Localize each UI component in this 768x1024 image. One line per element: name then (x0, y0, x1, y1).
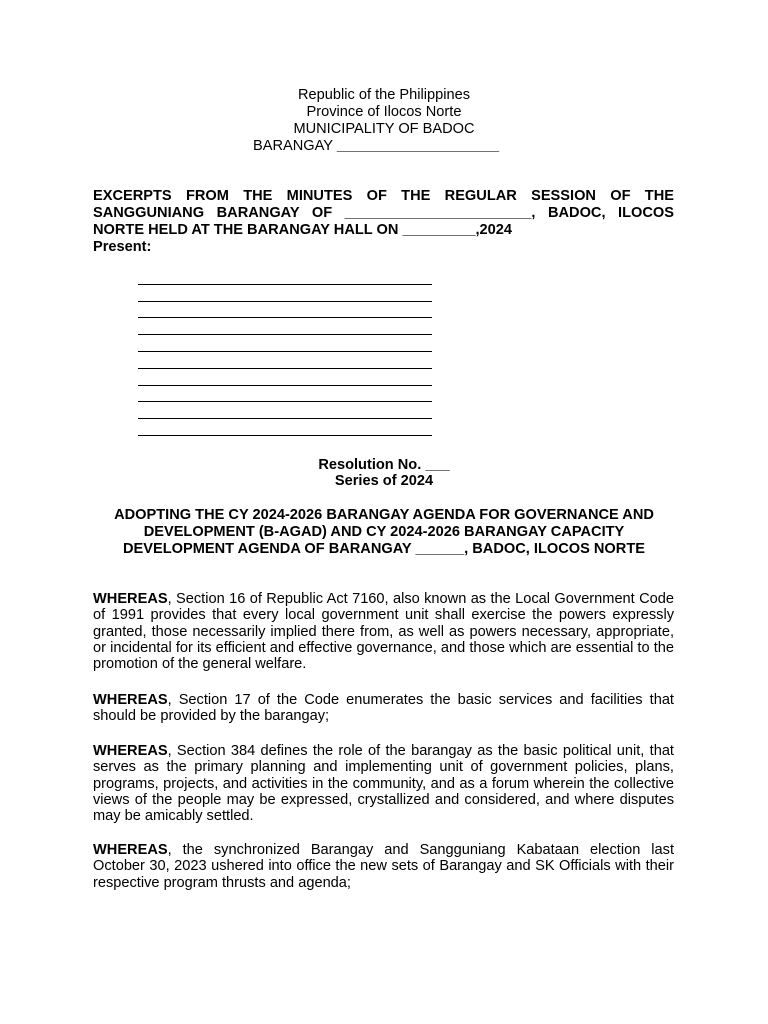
present-line (138, 419, 432, 436)
excerpt-line-1: EXCERPTS FROM THE MINUTES OF THE REGULAR SESSION OF THE (93, 188, 674, 204)
present-line (138, 335, 432, 352)
present-line (138, 285, 432, 302)
barangay-label: BARANGAY (253, 138, 333, 154)
whereas-text: , Section 17 of the Code enumerates the basic services and facilities that should be provided by the barangay; (93, 692, 674, 725)
whereas-keyword: WHEREAS (93, 842, 168, 858)
title-line-2: DEVELOPMENT (B-AGAD) AND CY 2024-2026 BARANGAY CAPACITY (143, 524, 625, 540)
barangay-blank: ____________________ (336, 138, 500, 154)
present-line (138, 318, 432, 335)
barangay-line (253, 138, 499, 154)
present-signature-lines (138, 268, 432, 436)
resolution-number: Resolution No. ___ (318, 457, 450, 473)
whereas-paragraph (93, 743, 674, 824)
whereas-text: , Section 16 of Republic Act 7160, also known as the Local Government Code of 1991 provides that every local government unit shall exercise the powers expressly granted, those necessarily implied there from, as well as powers necessary, appropriate, or incidental for its efficient and effective governance, and those which are essential to the promotion of the general welfare. (93, 591, 674, 673)
present-line (138, 302, 432, 319)
present-line (138, 369, 432, 386)
present-line (138, 268, 432, 285)
republic-line: Republic of the Philippines (298, 87, 470, 103)
whereas-keyword: WHEREAS (93, 743, 168, 759)
excerpt-line-2: SANGGUNIANG BARANGAY OF _______________________, BADOC, ILOCOS (93, 205, 674, 221)
present-line (138, 402, 432, 419)
province-line: Province of Ilocos Norte (306, 104, 462, 120)
excerpt-line-3: NORTE HELD AT THE BARANGAY HALL ON _________,2024 (93, 222, 513, 238)
resolution-block (0, 457, 768, 489)
resolution-series: Series of 2024 (334, 473, 434, 489)
whereas-paragraph (93, 591, 674, 672)
title-line-3: DEVELOPMENT AGENDA OF BARANGAY ______, BADOC, ILOCOS NORTE (123, 541, 645, 557)
present-label: Present: (93, 239, 152, 255)
resolution-title (0, 507, 768, 558)
excerpt-heading (93, 188, 674, 256)
whereas-paragraph (93, 842, 674, 891)
letterhead (0, 87, 768, 138)
whereas-keyword: WHEREAS (93, 591, 168, 607)
title-line-1: ADOPTING THE CY 2024-2026 BARANGAY AGENDA FOR GOVERNANCE AND (114, 507, 654, 523)
whereas-paragraph (93, 692, 674, 725)
present-line (138, 352, 432, 369)
whereas-text: , the synchronized Barangay and Sangguniang Kabataan election last October 30, 2023 ushered into office the new sets of Barangay and SK Officials with their respective program thrusts and agenda; (93, 842, 674, 891)
whereas-keyword: WHEREAS (93, 692, 168, 708)
whereas-text: , Section 384 defines the role of the barangay as the basic political unit, that serves as the primary planning and implementing unit of government policies, plans, programs, projects, and activities in the community, and as a forum wherein the collective views of the people may be expressed, crystallized and considered, and where disputes may be amicably settled. (93, 743, 674, 825)
municipality-line: MUNICIPALITY OF BADOC (293, 121, 475, 137)
present-line (138, 386, 432, 403)
